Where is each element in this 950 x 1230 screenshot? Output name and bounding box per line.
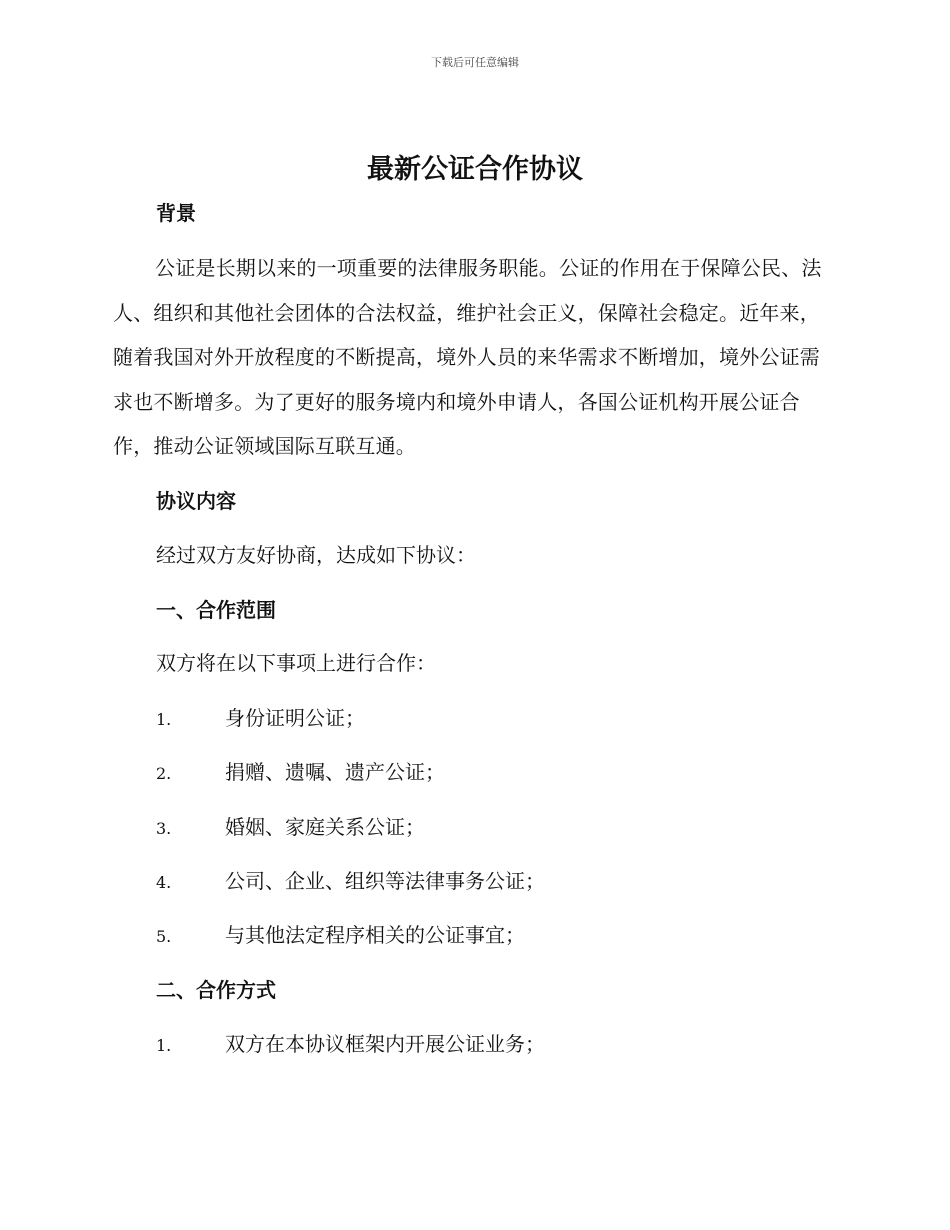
list-item-text: 公司、企业、组织等法律事务公证； [225, 869, 545, 893]
list-item [156, 866, 856, 896]
list-item [156, 920, 856, 950]
list-item [156, 812, 856, 842]
section-heading-background: 背景 [156, 201, 196, 225]
agreement-intro: 经过双方友好协商，达成如下协议： [156, 543, 476, 567]
background-paragraph: 公证是长期以来的一项重要的法律服务职能。公证的作用在于保障公民、法人、组织和其他社会团体的合法权益，维护社会正义，保障社会稳定。近年来，随着我国对外开放程度的不断提高，境外人员的来华需求不断增加，境外公证需求也不断增多。为了更好的服务境内和境外申请人，各国公证机构开展公证合作，推动公证领域国际互联互通。 [113, 256, 822, 458]
section-heading-method: 二、合作方式 [156, 978, 276, 1002]
document-title: 最新公证合作协议 [367, 154, 583, 185]
list-item-number: 1. [156, 710, 172, 729]
list-item-number: 5. [156, 927, 172, 946]
list-item-text: 与其他法定程序相关的公证事宜； [225, 923, 525, 947]
list-item-number: 2. [156, 764, 172, 783]
section-heading-scope: 一、合作范围 [156, 598, 276, 622]
list-item-number: 1. [156, 1036, 172, 1055]
header-note: 下载后可任意编辑 [431, 56, 519, 69]
list-item-text: 婚姻、家庭关系公证； [225, 815, 425, 839]
list-item [156, 757, 856, 787]
list-item-text: 身份证明公证； [225, 706, 365, 730]
list-item-text: 双方在本协议框架内开展公证业务； [225, 1032, 545, 1056]
list-item-text: 捐赠、遗嘱、遗产公证； [225, 760, 445, 784]
scope-intro: 双方将在以下事项上进行合作： [156, 651, 436, 675]
list-item-number: 3. [156, 819, 172, 838]
list-item [156, 1029, 856, 1059]
list-item-number: 4. [156, 873, 172, 892]
section-heading-agreement: 协议内容 [156, 489, 236, 513]
list-item [156, 703, 856, 733]
